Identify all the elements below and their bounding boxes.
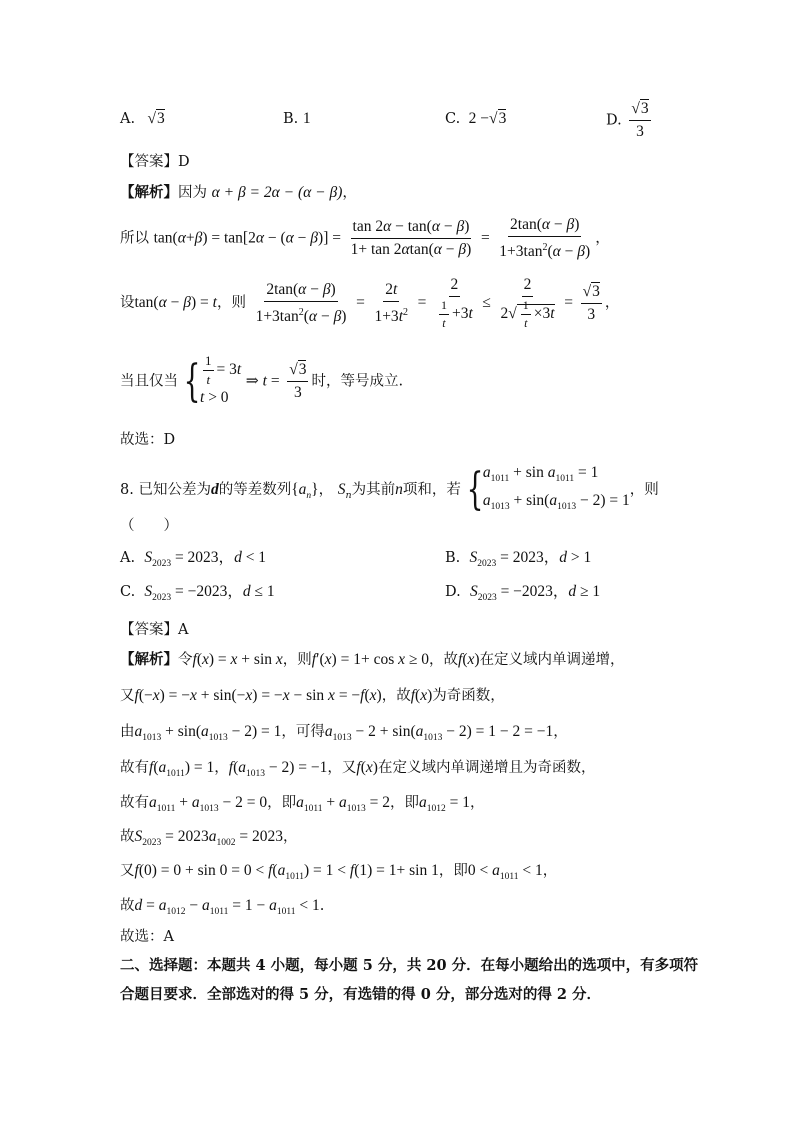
q8-paren: （ ）: [120, 518, 178, 534]
q7-option-a: A. √3: [120, 110, 165, 127]
section-heading-line1: 二、选择题：本题共 4 小题，每小题 5 分，共 20 分．在每小题给出的选项中，有多项符: [120, 957, 699, 974]
q7-option-c: C. 2 −√3: [445, 110, 507, 127]
q8-analysis-line6: 故$S_{2023} = 2023a_{1002} = 2023$，: [120, 828, 298, 848]
q8-analysis-line3: 由$a_{1013} + \sin(a_{1013} - 2) = 1$，可得$a_{1013} - 2 + \sin(a_{1013} - 2) = 1 - 2 = -1$，: [120, 723, 568, 743]
q8-option-a: A. $S_{2023} = 2023$，d < 1: [120, 549, 267, 569]
q8-answer: 【答案】A: [120, 622, 189, 638]
q8-analysis-line4: 故有$f(a_{1011}) = 1$，$f(a_{1013} - 2) = -1$，又f(x)在定义域内单调递增且为奇函数，: [120, 759, 596, 779]
q7-option-b: B. 1: [283, 110, 311, 127]
q8-stem: 8. 已知公差为d的等差数列$\{a_n\}$， $S_n$为其前n项和，若 { $a_{1011} + \sin a_{1011} = 1$ $a_{1013} + \sin(a_{1013} - 2) = 1$ ，则: [120, 464, 659, 515]
q8-analysis-line7: 又$f(0) = 0 + \sin 0 = 0 < f(a_{1011}) = 1 < f(1) = 1+ \sin 1$，即$0 < a_{1011} < 1$，: [120, 862, 558, 882]
q8-option-c: C. $S_{2023} = -2023$，d ≤ 1: [120, 583, 275, 603]
q8-analysis-line8: 故$d = a_{1012} - a_{1011} = 1 - a_{1011} < 1$.: [120, 897, 325, 917]
q7-analysis-line3: 设tan(α − β) = t，则 $\frac{2\tan(\alpha - \beta)}{1+3\tan^2(\alpha - \beta)}$ = $\frac{2t}{1+3t^2}$ = 2 $\frac{1}{t}$ +3t ≤ 2 2√ $\frac{1}{t}$ ×3t = $\frac{√3}{3}$ ，: [120, 276, 620, 330]
q8-choose: 故选：A: [120, 929, 174, 945]
q8-analysis-line1: 【解析】令f(x) = x + sin x，则f′(x) = 1+ cos x ≥ 0，故f(x)在定义域内单调递增，: [120, 651, 625, 668]
q7-answer: 【答案】D: [120, 154, 190, 170]
q8-option-b: B. $S_{2023} = 2023$，d > 1: [445, 549, 592, 569]
option-label: A.: [120, 111, 136, 127]
q7-option-d: D. $\frac{√3}{3}$: [606, 100, 649, 140]
q7-analysis-line4: 当且仅当 { $\frac{1}{t}$ = 3t t > 0 ⇒ t = $\frac{√3}{3}$ 时，等号成立.: [120, 353, 404, 407]
q8-analysis-line5: 故有$a_{1011} + a_{1013} - 2 = 0$，即$a_{1011} + a_{1013} = 2$，即$a_{1012} = 1$，: [120, 794, 485, 814]
section-heading-line2: 合题目要求．全部选对的得 5 分，有选错的得 0 分，部分选对的得 2 分．: [120, 986, 602, 1003]
q7-analysis-line2: 所以 tan(α+β) = tan[2α − (α − β)] = $\frac{\tan 2\alpha - \tan(\alpha - \beta)}{1+ \tan 2\alpha\tan(\alpha - \beta)}$ = $\frac{2\tan(\alpha - \beta)}{1+3\tan^2(\alpha - \beta)}$ ，: [120, 216, 610, 260]
q7-analysis-line1: 【解析】因为 α + β = 2α − (α − β)，: [120, 184, 357, 201]
q8-option-d: D. $S_{2023} = -2023$，d ≥ 1: [445, 583, 601, 603]
q8-analysis-line2: 又f(−x) = −x + sin(−x) = −x − sin x = −f(x)，故f(x)为奇函数，: [120, 687, 505, 704]
q7-choose: 故选：D: [120, 432, 176, 448]
